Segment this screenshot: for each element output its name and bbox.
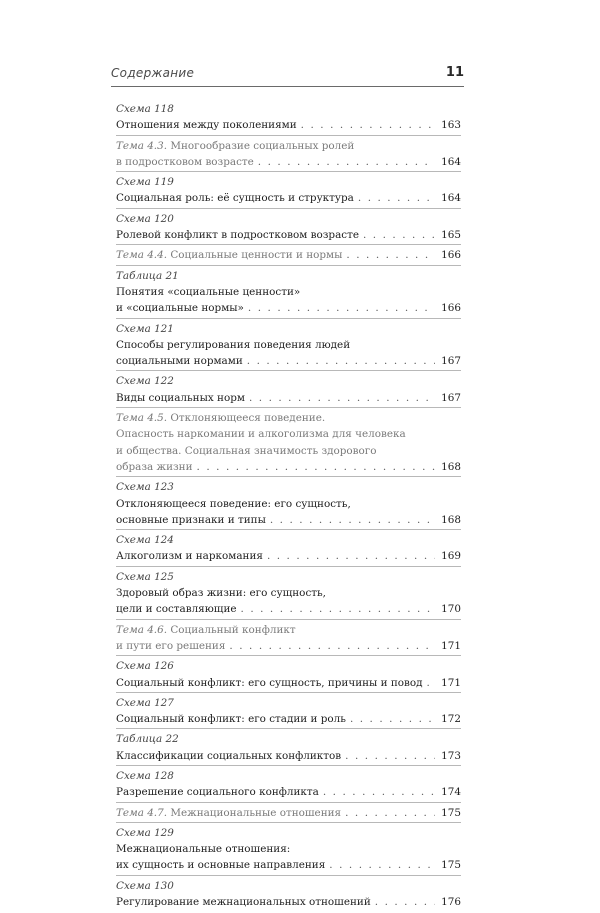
entry-line xyxy=(116,784,461,800)
entry-title: Опасность наркомании и алкоголизма для человека xyxy=(116,428,406,441)
entry-label: Схема 129 xyxy=(116,826,174,839)
entry-page-number: 168 xyxy=(441,513,461,526)
entry-label-line xyxy=(116,321,461,337)
dot-leader xyxy=(248,300,435,316)
toc-topic-entry[interactable] xyxy=(116,410,461,477)
entry-label: Схема 121 xyxy=(116,322,174,335)
entry-line xyxy=(116,117,461,133)
entry-title: Способы регулирования поведения людей xyxy=(116,338,351,351)
toc-entry[interactable] xyxy=(116,658,461,693)
entry-line xyxy=(116,337,461,353)
entry-page-number: 168 xyxy=(441,460,461,473)
header-page-number: 11 xyxy=(445,65,464,80)
toc-entry[interactable] xyxy=(116,101,461,136)
entry-line xyxy=(116,459,461,475)
entry-label: Схема 120 xyxy=(116,212,174,225)
entry-title: Классификации социальных конфликтов xyxy=(116,749,342,762)
entry-page-number: 167 xyxy=(441,391,461,404)
topic-number: Тема 4.7. xyxy=(116,806,168,819)
toc-entry[interactable] xyxy=(116,569,461,620)
entry-title: Регулирование межнациональных отношений xyxy=(116,896,371,909)
entry-title: и пути его решения xyxy=(116,639,226,652)
entry-label-line xyxy=(116,569,461,585)
entry-label-line xyxy=(116,268,461,284)
entry-line xyxy=(116,443,461,459)
entry-title: Ролевой конфликт в подростковом возрасте xyxy=(116,229,359,242)
toc-entry[interactable] xyxy=(116,768,461,803)
entry-title: Здоровый образ жизни: его сущность, xyxy=(116,587,326,600)
entry-line xyxy=(116,300,461,316)
entry-label-line xyxy=(116,373,461,389)
topic-number: Тема 4.5. xyxy=(116,412,168,425)
entry-label: Схема 126 xyxy=(116,660,174,673)
entry-page-number: 165 xyxy=(441,229,461,242)
entry-label: Схема 122 xyxy=(116,375,174,388)
entry-line xyxy=(116,512,461,528)
entry-page-number: 169 xyxy=(441,550,461,563)
entry-page-number: 175 xyxy=(441,859,461,872)
entry-label-line xyxy=(116,731,461,747)
entry-label: Схема 124 xyxy=(116,534,174,547)
entry-line xyxy=(116,227,461,243)
dot-leader xyxy=(270,512,435,528)
toc-topic-entry[interactable] xyxy=(116,622,461,657)
entry-label-line xyxy=(116,695,461,711)
dot-leader xyxy=(241,601,435,617)
dot-leader xyxy=(323,784,435,800)
toc-topic-entry[interactable] xyxy=(116,805,461,823)
entry-label: Схема 125 xyxy=(116,570,174,583)
entry-line xyxy=(116,410,461,426)
entry-title: Межнациональные отношения: xyxy=(116,843,291,856)
entry-line xyxy=(116,390,461,406)
entry-line xyxy=(116,638,461,654)
table-of-contents xyxy=(116,101,461,913)
entry-title: Виды социальных норм xyxy=(116,391,245,404)
entry-line xyxy=(116,841,461,857)
entry-label-line xyxy=(116,174,461,190)
entry-line xyxy=(116,154,461,170)
entry-line xyxy=(116,675,461,691)
toc-entry[interactable] xyxy=(116,373,461,408)
entry-title: Отклоняющееся поведение. xyxy=(170,412,326,425)
toc-entry[interactable] xyxy=(116,731,461,766)
entry-page-number: 170 xyxy=(441,603,461,616)
header-rule xyxy=(111,86,464,87)
dot-leader xyxy=(375,894,435,910)
entry-line xyxy=(116,548,461,564)
entry-page-number: 175 xyxy=(441,806,461,819)
entry-title: Социальный конфликт: его сущность, причины и повод xyxy=(116,676,423,689)
entry-label: Схема 118 xyxy=(116,103,174,115)
entry-title: образа жизни xyxy=(116,460,193,473)
entry-line xyxy=(116,426,461,442)
entry-label-line xyxy=(116,658,461,674)
entry-title: в подростковом возрасте xyxy=(116,155,254,168)
entry-line xyxy=(116,190,461,206)
entry-page-number: 163 xyxy=(441,119,461,132)
dot-leader xyxy=(247,353,435,369)
entry-label: Схема 119 xyxy=(116,176,174,189)
entry-page-number: 167 xyxy=(441,355,461,368)
entry-page-number: 174 xyxy=(441,786,461,799)
toc-entry[interactable] xyxy=(116,268,461,319)
entry-page-number: 171 xyxy=(441,639,461,652)
entry-label-line xyxy=(116,768,461,784)
entry-title: основные признаки и типы xyxy=(116,513,266,526)
entry-label-line xyxy=(116,101,461,117)
entry-label: Схема 130 xyxy=(116,879,174,892)
entry-page-number: 164 xyxy=(441,192,461,205)
toc-topic-entry[interactable] xyxy=(116,138,461,173)
toc-entry[interactable] xyxy=(116,532,461,567)
entry-title: социальными нормами xyxy=(116,355,243,368)
toc-topic-entry[interactable] xyxy=(116,247,461,265)
entry-line xyxy=(116,601,461,617)
entry-line xyxy=(116,585,461,601)
entry-line xyxy=(116,805,461,821)
entry-line xyxy=(116,748,461,764)
topic-number: Тема 4.3. xyxy=(116,139,168,152)
dot-leader xyxy=(267,548,435,564)
entry-line xyxy=(116,138,461,154)
entry-page-number: 173 xyxy=(441,749,461,762)
entry-page-number: 172 xyxy=(441,713,461,726)
entry-label: Схема 127 xyxy=(116,696,174,709)
entry-title: Многообразие социальных ролей xyxy=(170,139,355,152)
dot-leader xyxy=(329,857,435,873)
entry-title: Социальная роль: её сущность и структура xyxy=(116,192,354,205)
dot-leader xyxy=(197,459,435,475)
entry-label-line xyxy=(116,878,461,894)
entry-page-number: 166 xyxy=(441,302,461,315)
topic-number: Тема 4.6. xyxy=(116,623,168,636)
entry-label: Таблица 21 xyxy=(116,269,179,282)
dot-leader xyxy=(249,390,435,406)
entry-title: Алкоголизм и наркомания xyxy=(116,550,263,563)
entry-line xyxy=(116,857,461,873)
entry-title: Понятия «социальные ценности» xyxy=(116,285,301,298)
entry-title: и общества. Социальная значимость здорового xyxy=(116,444,377,457)
entry-line xyxy=(116,622,461,638)
entry-page-number: 166 xyxy=(441,249,461,262)
toc-entry[interactable] xyxy=(116,211,461,246)
entry-title: Межнациональные отношения xyxy=(170,806,342,819)
entry-title: их сущность и основные направления xyxy=(116,859,326,872)
toc-entry[interactable] xyxy=(116,695,461,730)
entry-title: цели и составляющие xyxy=(116,603,237,616)
entry-label: Таблица 22 xyxy=(116,733,179,746)
entry-line xyxy=(116,711,461,727)
dot-leader xyxy=(363,227,435,243)
dot-leader xyxy=(427,675,435,691)
toc-entry[interactable] xyxy=(116,878,461,912)
entry-line xyxy=(116,496,461,512)
dot-leader xyxy=(346,247,435,263)
entry-page-number: 176 xyxy=(441,896,461,909)
topic-number: Тема 4.4. xyxy=(116,249,168,262)
entry-label-line xyxy=(116,479,461,495)
entry-line xyxy=(116,247,461,263)
entry-line xyxy=(116,284,461,300)
dot-leader xyxy=(345,805,435,821)
entry-label-line xyxy=(116,532,461,548)
toc-entry[interactable] xyxy=(116,174,461,209)
entry-title: Отклоняющееся поведение: его сущность, xyxy=(116,497,351,510)
entry-label-line xyxy=(116,211,461,227)
dot-leader xyxy=(350,711,435,727)
toc-entry[interactable] xyxy=(116,321,461,372)
entry-title: Разрешение социального конфликта xyxy=(116,786,319,799)
entry-line xyxy=(116,894,461,910)
dot-leader xyxy=(358,190,435,206)
dot-leader xyxy=(258,154,435,170)
entry-title: и «социальные нормы» xyxy=(116,302,244,315)
toc-entry[interactable] xyxy=(116,479,461,530)
dot-leader xyxy=(301,117,435,133)
entry-title: Социальный конфликт xyxy=(170,623,296,636)
entry-page-number: 164 xyxy=(441,155,461,168)
entry-label-line xyxy=(116,825,461,841)
entry-page-number: 171 xyxy=(441,676,461,689)
header-title: Содержание xyxy=(111,66,195,80)
entry-line xyxy=(116,353,461,369)
toc-entry[interactable] xyxy=(116,825,461,876)
entry-title: Социальный конфликт: его стадии и роль xyxy=(116,713,346,726)
entry-label: Схема 123 xyxy=(116,481,174,494)
entry-title: Социальные ценности и нормы xyxy=(170,249,343,262)
dot-leader xyxy=(345,748,435,764)
entry-title: Отношения между поколениями xyxy=(116,119,297,132)
dot-leader xyxy=(229,638,435,654)
entry-label: Схема 128 xyxy=(116,769,174,782)
